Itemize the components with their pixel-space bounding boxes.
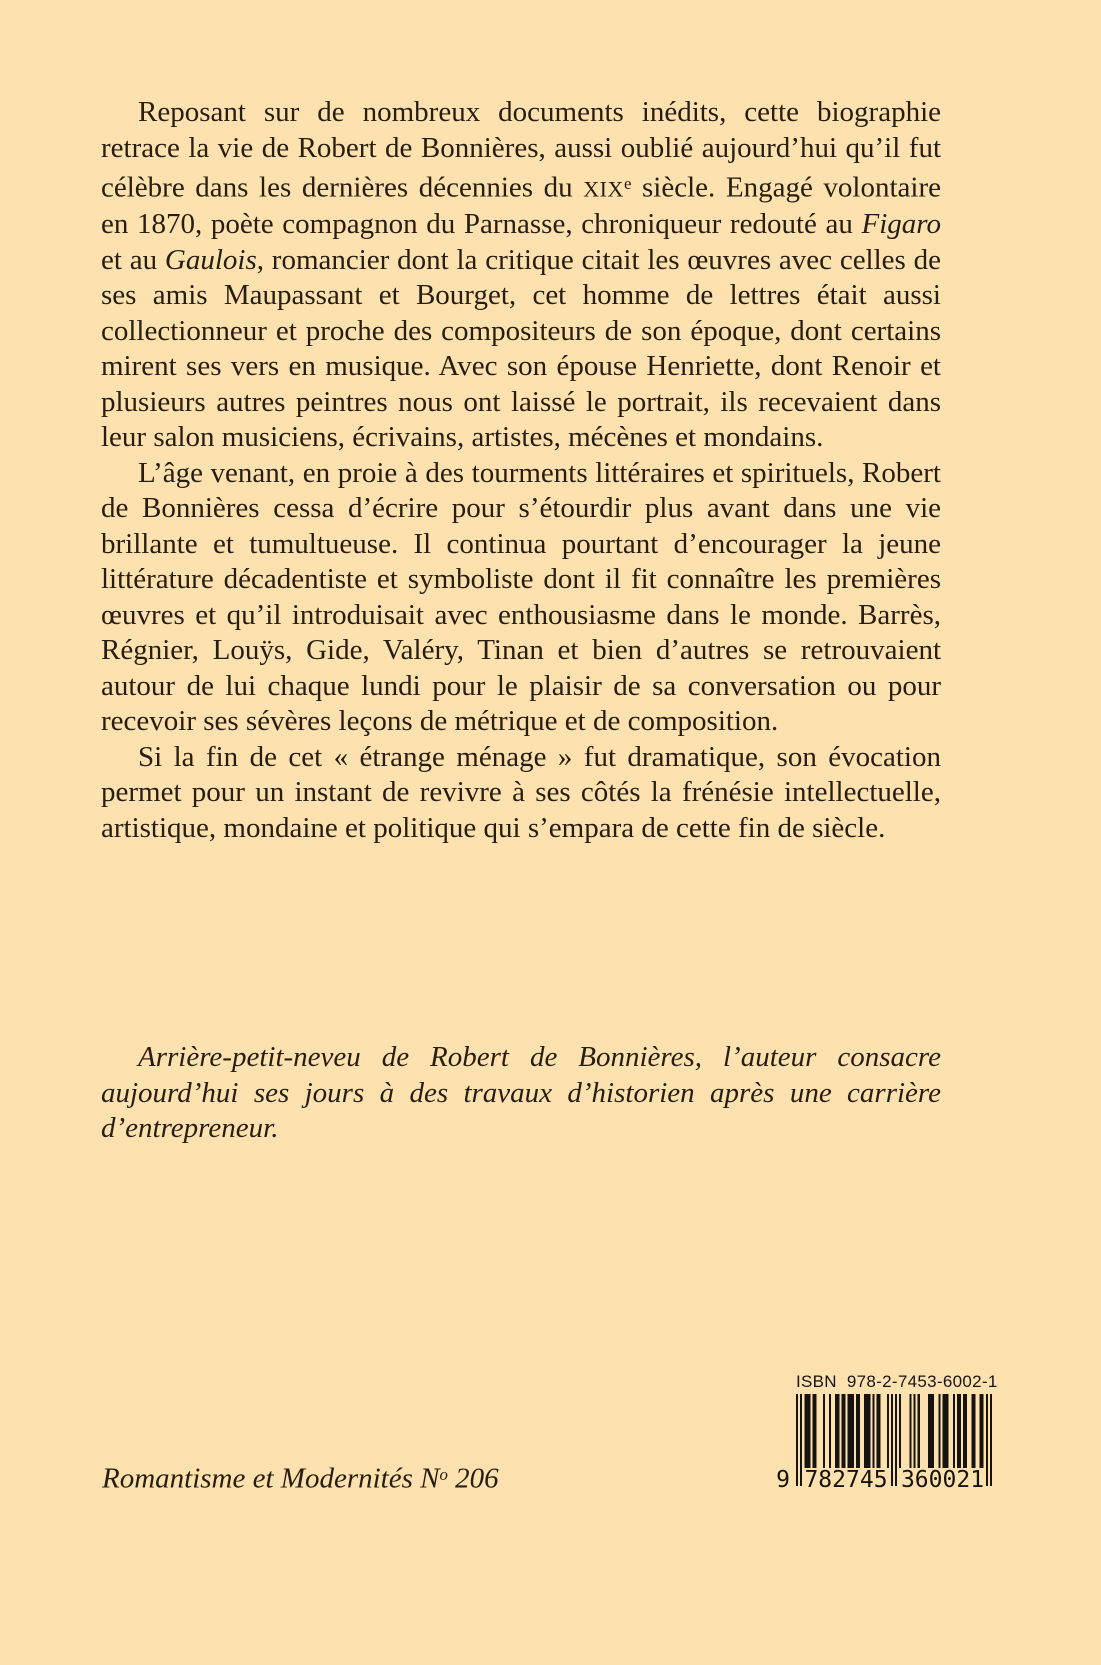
text-segment: L’âge venant, en proie à des tourments littéraires et spirituels, Robert de Bonnières cessa d’écrire pour s’étourdir plus avant dans une vie brillante et tumultueuse. Il continua pourtant d’encourager la jeune littérature décadentiste et symboliste dont il fit connaître les premières œuvres et qu’il introduisait avec enthousiasme dans le monde. Barrès, Régnier, Louÿs, Gide, Valéry, Tinan et bien d’autres se retrouvaient autour de lui chaque lundi pour le plaisir de sa conversation ou pour recevoir ses sévères leçons de métrique et de composition. xyxy=(101,456,941,738)
barcode-digits-right: 360021 xyxy=(900,1467,985,1493)
text-segment: Gaulois xyxy=(164,243,257,276)
text-segment: Reposant sur de nombreux documents inédits, cette biographie retrace la vie de Robert de Bonnières, aussi oublié aujourd’hui qu’il fut célèbre dans les dernières décennies du xyxy=(101,96,941,204)
text-segment: Si la fin de cet « étrange ménage » fut dramatique, son évocation permet pour un instant de revivre à ses côtés la frénésie intellectuelle, artistique, mondaine et politique qui s’empara de cette fin de siècle. xyxy=(101,740,941,844)
text-segment: Arrière-petit-neveu de Robert de Bonnières, l’auteur consacre aujourd’hui ses jours à des travaux d’historien après une carrière d’entrepreneur. xyxy=(101,1041,941,1144)
series-label xyxy=(102,1458,499,1496)
synopsis-text xyxy=(101,95,941,846)
paragraph xyxy=(101,1040,941,1147)
isbn-number: ISBN 978-2-7453-6002-1 xyxy=(796,1372,998,1391)
text-segment: XIX xyxy=(583,176,624,202)
paragraph xyxy=(101,740,941,847)
text-segment: o xyxy=(439,1465,448,1484)
text-segment: , romancier dont la critique citait les œuvres avec celles de ses amis Maupassant et Bourget, cet homme de lettres était aussi collectionneur et proche des compositeurs de son époque, dont certains mirent ses vers en musique. Avec son épouse Henriette, dont Renoir et plusieurs autres peintres nous ont laissé le portrait, ils recevaient dans leur salon musiciens, écrivains, artistes, mécènes et mondains. xyxy=(101,243,942,454)
text-segment: Figaro xyxy=(861,208,941,241)
text-segment: Romantisme et Modernités N xyxy=(102,1462,440,1495)
text-segment: et au xyxy=(101,243,165,276)
text-segment: siècle. Engagé volontaire en 1870, poète compagnon du Parnasse, chroniqueur redouté au xyxy=(101,171,941,241)
author-note xyxy=(101,1040,941,1147)
paragraph xyxy=(101,95,941,456)
paragraph xyxy=(101,456,941,740)
text-segment: e xyxy=(623,174,632,193)
text-segment: 206 xyxy=(447,1462,499,1495)
isbn-barcode-block xyxy=(772,1372,996,1496)
barcode-digit-prefix: 9 xyxy=(776,1467,790,1493)
barcode-digits-left: 782745 xyxy=(804,1467,888,1493)
